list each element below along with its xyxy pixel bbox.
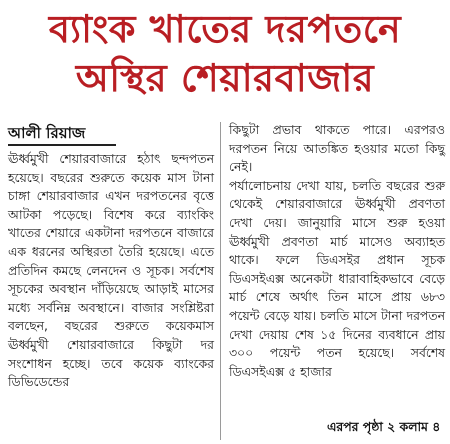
byline (8, 122, 208, 146)
headline-line-2: অস্থির শেয়ারবাজার (75, 56, 375, 100)
headline-line-1: ব্যাংক খাতের দরপতনে (48, 7, 402, 51)
left-column-text: ঊর্ধ্বমুখী শেয়ারবাজারে হঠাৎ ছন্দপতন হয়েছে। বছরের শুরুতে কয়েক মাস টানা চাঙ্গা শেয়ারবাজার এখন দরপতনের বৃত্তে আটকা পড়েছে। বিশেষ করে ব্যাংকিং খাতের শেয়ারে একটানা দরপতনে বাজারে এক ধরনের অস্থিরতা তৈরি হয়েছে। এতে প্রতিদিন কমছে লেনদেন ও সূচক। সর্বশেষ সূচকের অবস্থান দাঁড়িয়েছে আড়াই মাসের মধ্যে সর্বনিম্ন অবস্থানে। বাজার সংশ্লিষ্টরা বলছেন, বছরের শুরুতে কয়েকমাস ঊর্ধ্বমুখী শেয়ারবাজারে কিছুটা দর সংশোধন হচ্ছে। তবে কয়েক ব্যাংকের ডিভিডেন্ডের (8, 151, 214, 390)
right-column (229, 121, 445, 381)
continued-note: এরপর পৃষ্ঠা ২ কলাম ৪ (327, 419, 441, 434)
byline-underline (8, 144, 116, 146)
byline-author: আলী রিয়াজ (8, 124, 86, 142)
right-column-paragraph-1: কিছুটা প্রভাব থাকতে পারে। এরপরও দরপতন নিয়ে আতঙ্কিত হওয়ার মতো কিছু নেই। (229, 122, 445, 175)
right-column-paragraph-2: পর্যালোচনায় দেখা যায়, চলতি বছরের শুরু থেকেই শেয়ারবাজারে ঊর্ধ্বমুখী প্রবণতা দেখা দেয়। জানুয়ারি মাসে শুরু হওয়া ঊর্ধ্বমুখী প্রবণতা মার্চ মাসেও অব্যাহত থাকে। ফলে ডিএসইর প্রধান সূচক ডিএসইএক্স অনেকটা ধারাবাহিকভাবে বেড়ে মার্চ শেষে অর্থাৎ তিন মাসে প্রায় ৬৮৩ পয়েন্ট বেড়ে যায়। চলতি মাসে টানা দরপতন দেখা দেয়ায় শেষ ১৫ দিনের ব্যবধানে প্রায় ৩০০ পয়েন্ট পতন হয়েছে। সর্বশেষ ডিএসইএক্স ৫ হাজার (229, 177, 445, 379)
left-column (8, 150, 214, 392)
column-divider (220, 122, 221, 440)
